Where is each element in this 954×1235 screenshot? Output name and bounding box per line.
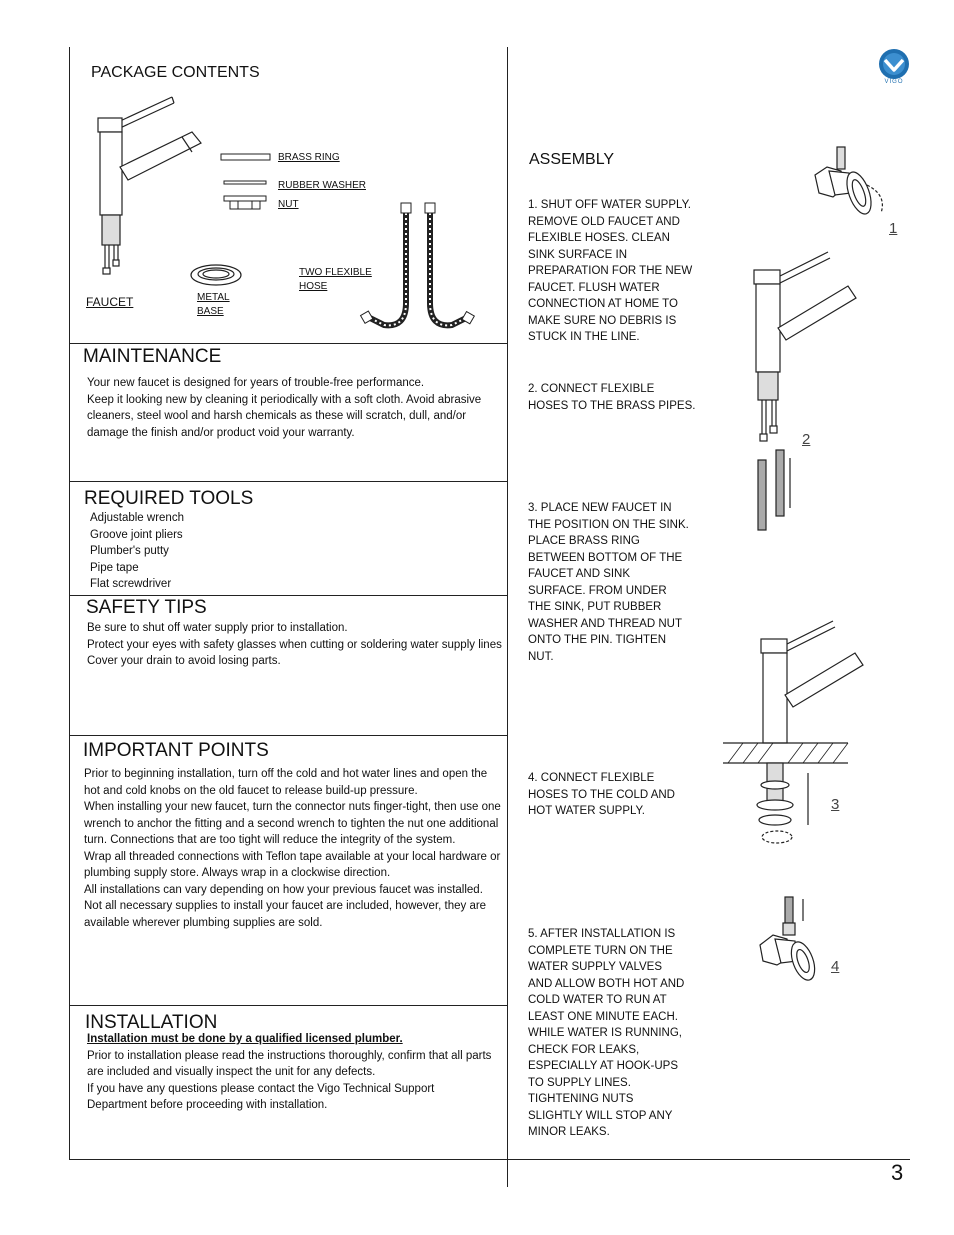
- important-line: available wherever plumbing supplies are sold.: [84, 916, 323, 929]
- step-line: PREPARATION FOR THE NEW: [528, 265, 693, 277]
- step-line: SINK SURFACE IN: [528, 248, 628, 261]
- faucet-illustration-2: [748, 248, 863, 533]
- label-metal-base-1: METAL: [197, 292, 230, 303]
- metal-base-illustration: [190, 263, 245, 288]
- step-line: BETWEEN BOTTOM OF THE: [528, 551, 683, 564]
- step-line: 4. CONNECT FLEXIBLE: [528, 772, 655, 784]
- important-line: Not all necessary supplies to install your faucet are included, however, they are: [84, 900, 487, 912]
- label-two-flexible-1: TWO FLEXIBLE: [299, 267, 372, 278]
- assembly-step-4: [528, 770, 698, 820]
- important-line: Wrap all threaded connections with Teflon tape available at your local hardware or: [84, 850, 501, 863]
- step-line: WHILE WATER IS RUNNING,: [528, 1027, 682, 1039]
- step-line: TO SUPPLY LINES.: [528, 1076, 631, 1089]
- tool-item: Flat screwdriver: [90, 578, 172, 590]
- step-line: HOSES TO THE BRASS PIPES.: [528, 399, 696, 412]
- step-line: COMPLETE TURN ON THE: [528, 944, 673, 957]
- tool-item: Groove joint pliers: [90, 528, 183, 541]
- divider-installation: [69, 1005, 507, 1006]
- step-line: REMOVE OLD FAUCET AND: [528, 215, 680, 228]
- important-points-text: [84, 766, 502, 931]
- step-line: LEAST ONE MINUTE EACH.: [528, 1010, 678, 1023]
- step-line: HOSES TO THE COLD AND: [528, 788, 675, 801]
- left-border: [69, 47, 70, 1160]
- step-line: NUT.: [528, 650, 554, 663]
- step-line: FLEXIBLE HOSES. CLEAN: [528, 232, 670, 244]
- nut-illustration: [224, 196, 269, 210]
- step-line: CONNECTION AT HOME TO: [528, 298, 678, 310]
- installation-line: are included and visually inspect the unit for any defects.: [87, 1066, 376, 1078]
- step-line: SLIGHTLY WILL STOP ANY: [528, 1109, 673, 1122]
- important-line: Prior to beginning installation, turn off the cold and hot water lines and open the: [84, 768, 488, 780]
- safety-line: Cover your drain to avoid losing parts.: [87, 655, 281, 667]
- step-line: SURFACE. FROM UNDER: [528, 584, 667, 597]
- step-line: WASHER AND THREAD NUT: [528, 617, 682, 630]
- maintenance-title: MAINTENANCE: [83, 346, 222, 367]
- assembly-step-3: [528, 500, 698, 665]
- maintenance-line: Keep it looking new by cleaning it periodically with a soft cloth. Avoid abrasive: [87, 393, 482, 406]
- installation-title: INSTALLATION: [85, 1012, 218, 1033]
- bottom-rule: [69, 1159, 910, 1160]
- step-line: MAKE SURE NO DEBRIS IS: [528, 314, 677, 327]
- label-rubber-washer: RUBBER WASHER: [278, 180, 366, 191]
- package-contents-title: PACKAGE CONTENTS: [91, 64, 260, 81]
- rubber-washer-illustration: [224, 181, 269, 187]
- valve-illustration-2: [755, 895, 825, 985]
- label-faucet: FAUCET: [86, 295, 134, 309]
- safety-line: Protect your eyes with safety glasses when cutting or soldering water supply lines: [87, 638, 502, 651]
- maintenance-text: [87, 375, 497, 441]
- step-line: FAUCET AND SINK: [528, 568, 631, 580]
- label-two-flexible-2: HOSE: [299, 281, 328, 292]
- figure-number-1: 1: [889, 220, 898, 237]
- label-nut: NUT: [278, 199, 299, 210]
- step-line: 2. CONNECT FLEXIBLE: [528, 383, 655, 395]
- flexible-hoses-illustration: [362, 203, 477, 335]
- step-line: FAUCET. FLUSH WATER: [528, 281, 660, 294]
- step-line: COLD WATER TO RUN AT: [528, 994, 667, 1006]
- tool-item: Plumber's putty: [90, 545, 169, 557]
- safety-tips-text: [87, 620, 502, 670]
- installation-line: Department before proceeding with installation.: [87, 1099, 328, 1111]
- installation-text: [87, 1031, 502, 1114]
- safety-line: Be sure to shut off water supply prior to installation.: [87, 622, 348, 634]
- center-divider: [507, 47, 508, 1187]
- tool-item: Pipe tape: [90, 561, 139, 574]
- step-line: ESPECIALLY AT HOOK-UPS: [528, 1060, 678, 1072]
- required-tools-list: [90, 510, 184, 593]
- step-line: ONTO THE PIN. TIGHTEN: [528, 634, 667, 646]
- faucet-illustration: [90, 92, 210, 282]
- figure-number-2: 2: [802, 431, 811, 448]
- divider-maintenance: [69, 343, 507, 344]
- installation-warning: Installation must be done by a qualified licensed plumber.: [87, 1033, 403, 1045]
- step-line: MINOR LEAKS.: [528, 1126, 610, 1138]
- label-metal-base-2: BASE: [197, 306, 224, 317]
- safety-tips-title: SAFETY TIPS: [86, 597, 207, 618]
- maintenance-line: damage the finish and/or product void your warranty.: [87, 426, 355, 439]
- step-line: 1. SHUT OFF WATER SUPPLY.: [528, 199, 691, 211]
- divider-tools: [69, 481, 507, 482]
- maintenance-line: cleaners, steel wool and harsh chemicals as these will scratch, dull, and/or: [87, 410, 467, 422]
- step-line: THE SINK, PUT RUBBER: [528, 601, 662, 613]
- important-line: turn. Connections that are too tight will reduce the integrity of the system.: [84, 834, 456, 846]
- step-line: 5. AFTER INSTALLATION IS: [528, 928, 676, 940]
- divider-safety: [69, 595, 507, 596]
- important-line: When installing your new faucet, turn the connector nuts finger-tight, then use one: [84, 801, 501, 813]
- installation-line: Prior to installation please read the instructions thoroughly, confirm that all parts: [87, 1049, 492, 1062]
- step-line: AND ALLOW BOTH HOT AND: [528, 977, 685, 990]
- important-line: plumbing supply store. Always wrap in a clockwise direction.: [84, 867, 391, 879]
- step-line: 3. PLACE NEW FAUCET IN: [528, 502, 672, 514]
- figure-number-4: 4: [831, 958, 840, 975]
- vigo-logo: [877, 48, 911, 88]
- step-line: WATER SUPPLY VALVES: [528, 961, 662, 973]
- brass-ring-illustration: [221, 154, 271, 164]
- assembly-step-5: [528, 926, 698, 1141]
- step-line: THE POSITION ON THE SINK.: [528, 518, 689, 531]
- logo-text: VIGO: [884, 79, 904, 85]
- assembly-step-1: [528, 197, 698, 346]
- tool-item: Adjustable wrench: [90, 512, 184, 524]
- maintenance-line: Your new faucet is designed for years of trouble-free performance.: [87, 377, 425, 389]
- step-line: TIGHTENING NUTS: [528, 1093, 634, 1105]
- required-tools-title: REQUIRED TOOLS: [84, 488, 254, 509]
- important-points-title: IMPORTANT POINTS: [83, 740, 269, 761]
- label-brass-ring: BRASS RING: [278, 152, 340, 163]
- step-line: PLACE BRASS RING: [528, 535, 640, 547]
- figure-number-3: 3: [831, 796, 840, 813]
- assembly-title: ASSEMBLY: [529, 151, 615, 168]
- step-line: CHECK FOR LEAKS,: [528, 1043, 640, 1056]
- installation-line: If you have any questions please contact the Vigo Technical Support: [87, 1082, 435, 1095]
- step-line: HOT WATER SUPPLY.: [528, 805, 645, 817]
- assembly-step-2: [528, 381, 698, 414]
- important-line: All installations can vary depending on how your previous faucet was installed.: [84, 883, 483, 896]
- page-number: 3: [891, 1160, 904, 1185]
- step-line: STUCK IN THE LINE.: [528, 331, 640, 343]
- important-line: hot and cold knobs on the old faucet to release build-up pressure.: [84, 784, 418, 797]
- important-line: wrench to anchor the fitting and a second wrench to tighten the nut one additional: [84, 817, 499, 830]
- valve-illustration-1: [805, 145, 890, 225]
- divider-important: [69, 735, 507, 736]
